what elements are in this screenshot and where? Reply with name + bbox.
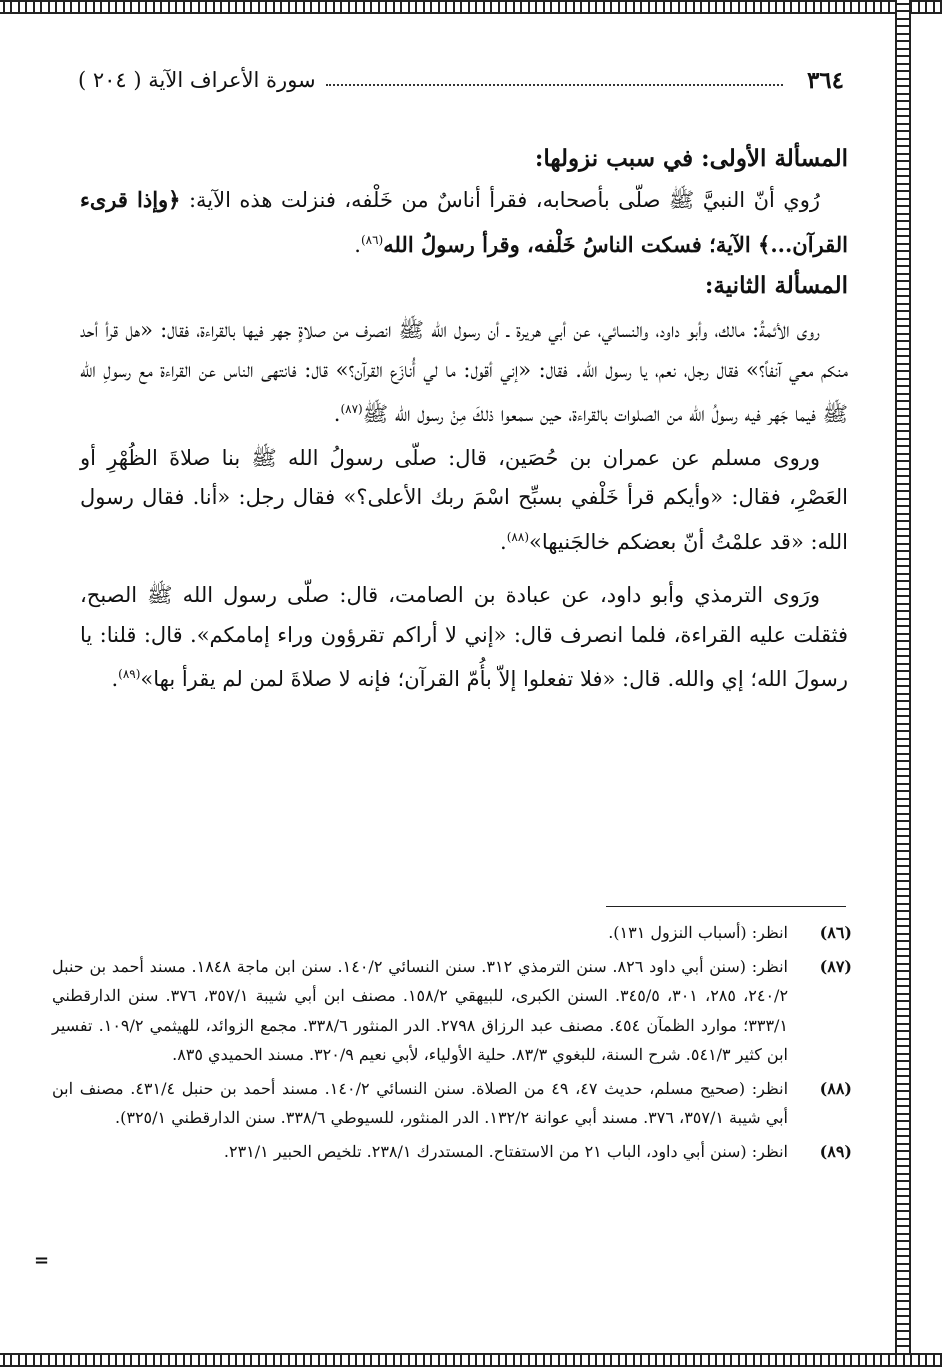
footnote-text: انظر: (سنن أبي داود ٨٢٦. سنن الترمذي ٣١٢. سنن النسائي ١٤٠/٢. سنن ابن ماجة ١٨٤٨. مسند أحمد بن حنبل ٢٤٠/٢، ٢٨٥، ٣٠١، ٣٤٥/٥. السنن الكبرى، للبيهقي ١٥٨/٢. مصنف ابن أبي شيبة ٣٥٧/١، ٣٧٦. سنن الدارقطني ٣٣٣/١؛ موارد الظمآن ٤٥٤. مصنف عبد الرزاق ٢٧٩٨. الدر المنثور ٣٣٨/٦. مجمع الزوائد، للهيثمي ١٠٩/٢. تفسير ابن كثير ٥٤١/٣. شرح السنة، للبغوي ٨٣/٣. حلية الأولياء، لأبي نعيم ٣٢٠/٩. مسند الحميدي ٨٣٥.	[52, 956, 789, 1064]
footnote	[52, 1074, 852, 1133]
continuation-mark: =	[34, 1250, 50, 1271]
paragraph-text: رُوي أنّ النبيَّ ﷺ صلّى بأصحابه، فقرأ أناسٌ من خَلْفه، فنزلت هذه الآية:	[188, 188, 820, 212]
running-title: سورة الأعراف الآية ( ٢٠٤ )	[78, 68, 316, 92]
top-ornament-border	[0, 0, 942, 14]
paragraph-malik: روى الأئمةُ: مالك، وأبو داود، والنسائي، عن أبي هريرة ـ أن رسول الله ﷺ انصرف من صلاةٍ جهر فيها بالقراءة، فقال: «هل قرأ أحد منكم معي آنفاً؟» فقال رجل، نعم، يا رسول الله. فقال: «إني أقول: ما لي أُنازَع القرآن؟» قال: فانتهى الناس عن القراءة مع رسولِ الله ﷺ فيما جَهر فيه رسولُ الله من الصلوات بالقراءة، حين سمعوا ذلكَ مِنْ رسول الله ﷺ$^{(٨٧)}$.	[80, 318, 848, 426]
footnote-text: انظر: (أسباب النزول ١٣١).	[608, 923, 788, 942]
footnote-text: انظر: (سنن أبي داود، الباب ٢١ من الاستفتاح. المستدرك ٢٣٨/١. تلخيص الحبير ٢٣١/١.	[223, 1141, 788, 1161]
right-ornament-border	[895, 0, 911, 1367]
main-text	[80, 138, 848, 700]
footnote-number: (٨٦)	[819, 923, 852, 942]
paragraph-text: روى الأئمةُ: مالك، وأبو داود، والنسائي، عن أبي هريرة ـ أن رسول الله ﷺ انصرف من صلاةٍ جهر فيها بالقراءة، فقال: «هل قرأ أحد منكم معي آنفاً؟» فقال رجل، نعم، يا رسول الله. فقال: «إني أقول: ما لي أُنازَع القرآن؟» قال: فانتهى الناس عن القراءة مع رسولِ الله ﷺ فيما جَهر فيه رسولُ الله من الصلوات بالقراءة، حين سمعوا ذلكَ مِنْ رسول الله ﷺ	[80, 318, 848, 426]
footnotes	[52, 918, 852, 1170]
header-dot-leader	[326, 74, 783, 86]
paragraph-first-issue: رُوي أنّ النبيَّ ﷺ صلّى بأصحابه، فقرأ أناسٌ من خَلْفه، فنزلت هذه الآية: ﴿وإذا قرىء القرآن...﴾ الآية؛ فسكت الناسُ خَلْفه، وقرأ رسولُ الله$^{(٨٦)}$.	[80, 187, 848, 257]
paragraph-muslim: وروى مسلم عن عمران بن حُصَين، قال: صلّى رسولُ الله ﷺ بنا صلاةَ الظُهْرِ أو العَصْرِ، فقال: «وأيكم قرأ خَلْفي بسبِّح اسْمَ ربك الأعلى؟» فقال رجل: «أنا. فقال رسول الله: «قد علمْتُ أنّ بعضكم خالجَنيها»$^{(٨٨)}$.	[80, 445, 848, 554]
footnote-ref: (٨٨)	[506, 529, 529, 544]
footnote-text: انظر: (صحيح مسلم، حديث ٤٧، ٤٩ من الصلاة. سنن النسائي ١٤٠/٢. مسند أحمد بن حنبل ٤٣١/٤. مصنف ابن أبي شيبة ٣٥٧/١، ٣٧٦. مسند أبي عوانة ١٣٢/٢. الدر المنثور، للسيوطي ٣٣٨/٦. سنن الدارقطني ٣٢٥/١).	[52, 1078, 789, 1127]
footnote-number: (٨٨)	[819, 1078, 852, 1098]
footnote	[52, 1137, 852, 1167]
paragraph-text: ورَوى الترمذي وأبو داود، عن عبادة بن الصامت، قال: صلّى رسول الله ﷺ الصبح، فثقلت عليه القراءة، فلما انصرف قال: «إني لا أراكم تقرؤون وراء إمامكم». قال: قلنا: يا رسولَ الله؛ إي والله. قال: «فلا تفعلوا إلاّ بأُمّ القرآن؛ فإنه لا صلاةَ لمن لم يقرأ بها»	[80, 583, 848, 691]
footnote-number: (٨٩)	[819, 1141, 852, 1161]
footnote-ref: (٨٦)	[360, 232, 384, 247]
footnote-separator	[606, 906, 846, 907]
footnote	[52, 918, 852, 948]
footnote-ref: (٨٧)	[340, 402, 363, 416]
footnote-number: (٨٧)	[819, 956, 852, 976]
footnote-ref: (٨٩)	[118, 667, 141, 681]
footnote	[52, 952, 852, 1070]
heading-first-issue: المسألة الأولى: في سبب نزولها:	[534, 145, 848, 172]
page-number: ٣٦٤	[806, 66, 844, 94]
running-header	[78, 62, 844, 98]
paragraph-tirmidhi: ورَوى الترمذي وأبو داود، عن عبادة بن الصامت، قال: صلّى رسول الله ﷺ الصبح، فثقلت عليه القراءة، فلما انصرف قال: «إني لا أراكم تقرؤون وراء إمامكم». قال: قلنا: يا رسولَ الله؛ إي والله. قال: «فلا تفعلوا إلاّ بأُمّ القرآن؛ فإنه لا صلاةَ لمن لم يقرأ بها»$^{(٨٩)}$.	[80, 583, 848, 691]
bottom-ornament-border	[0, 1353, 942, 1367]
paragraph-text: وروى مسلم عن عمران بن حُصَين، قال: صلّى رسولُ الله ﷺ بنا صلاةَ الظُهْرِ أو العَصْرِ، فقال: «وأيكم قرأ خَلْفي بسبِّح اسْمَ ربك الأعلى؟» فقال رجل: «أنا. فقال رسول الله: «قد علمْتُ أنّ بعضكم خالجَنيها»	[80, 445, 848, 554]
heading-second-issue: المسألة الثانية:	[704, 272, 848, 299]
paragraph-text: ﴿وإذا قرىء القرآن...﴾ الآية؛ فسكت الناسُ خَلْفه، وقرأ رسولُ الله	[80, 187, 848, 257]
